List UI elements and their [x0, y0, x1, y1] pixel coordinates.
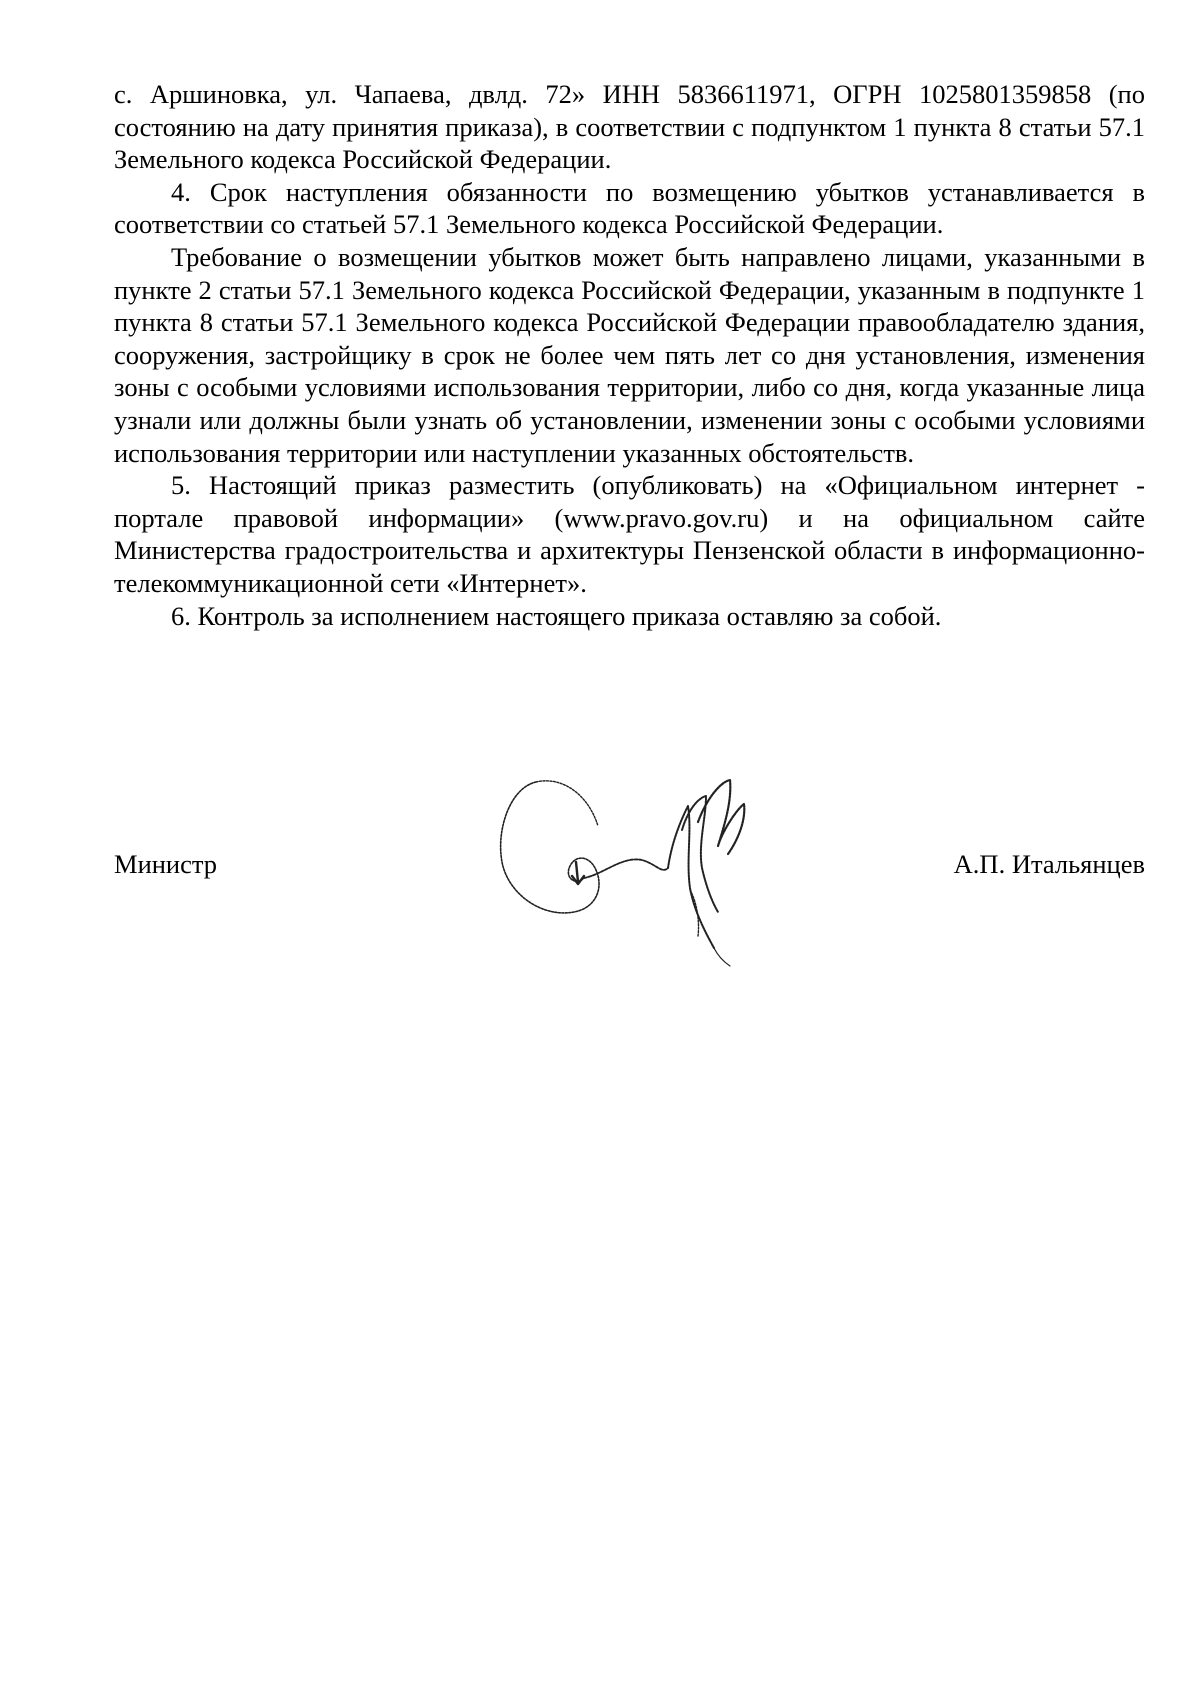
- document-body: [114, 78, 1145, 632]
- paragraph-compensation-request: Требование о возмещении убытков может быть направлено лицами, указанными в пункте 2 статьи 57.1 Земельного кодекса Российской Федерации, указанным в подпункте 1 пункта 8 статьи 57.1 Земельного кодекса Российской Федерации правообладателю здания, сооружения, застройщику в срок не более чем пять лет со дня установления, изменения зоны с особыми условиями использования территории, либо со дня, когда указанные лица узнали или должны были узнать об установлении, изменении зоны с особыми условиями использования территории или наступлении указанных обстоятельств.: [114, 241, 1145, 468]
- paragraph-item-5: 5. Настоящий приказ разместить (опубликовать) на «Официальном интернет - портале правовой информации» (www.pravo.gov.ru) и на официальном сайте Министерства градостроительства и архитектуры Пензенской области в информационно-телекоммуникационной сети «Интернет».: [114, 470, 1145, 598]
- signer-name: А.П. Итальянцев: [953, 849, 1145, 879]
- handwritten-signature: [492, 770, 762, 970]
- paragraph-item-6: 6. Контроль за исполнением настоящего приказа оставляю за собой.: [171, 600, 942, 631]
- paragraph-item-4: 4. Срок наступления обязанности по возмещению убытков устанавливается в соответствии со статьей 57.1 Земельного кодекса Российской Федерации.: [114, 176, 1145, 240]
- paragraph-continuation: с. Аршиновка, ул. Чапаева, двлд. 72» ИНН 5836611971, ОГРН 1025801359858 (по состоянию на дату принятия приказа), в соответствии с подпунктом 1 пункта 8 статьи 57.1 Земельного кодекса Российской Федерации.: [114, 79, 1145, 175]
- signer-title: Министр: [114, 849, 218, 879]
- signature-block: [114, 770, 1145, 970]
